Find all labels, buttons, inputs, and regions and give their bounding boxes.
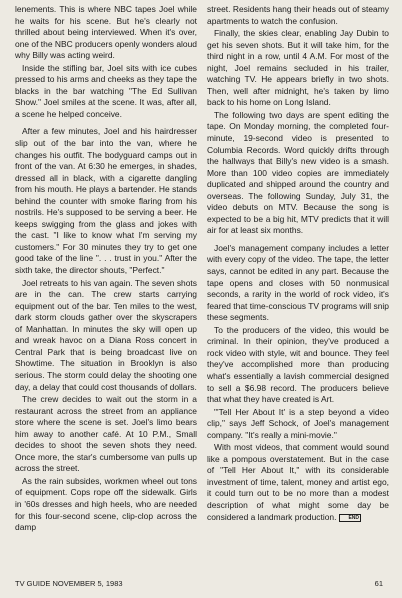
paragraph: lenements. This is where NBC tapes Joel while he waits for his scene. But he's clearly not thrilled about being interviewed. When it's over, one of the NBC producers openly wonders aloud why Billy was acting weird. (15, 4, 197, 61)
article-column-right (207, 4, 389, 524)
folio-credit: TV GUIDE NOVEMBER 5, 1983 (15, 579, 123, 588)
end-mark-icon: END (339, 514, 361, 522)
paragraph-last (207, 442, 389, 523)
paragraph-text: With most videos, that comment would sound like a pompous overstatement. But in the case of "Tell Her About It," with its considerable investment of time, talent, money and artist ego, it could turn out to be no more than a modest description of what might some day be considered a landmark production. (207, 442, 389, 522)
page-number: 61 (374, 579, 383, 588)
article-column-left (15, 4, 197, 535)
paragraph: street. Residents hang their heads out of steamy apartments to watch the confusion. (207, 4, 389, 26)
paragraph: Joel retreats to his van again. The seven shots are in the can. The crew starts carrying equipment out of the bar. Ten miles to the west, dark storm clouds gather over the skyscrapers of Manhattan. In minutes the sky will open up and wreak havoc on a Diana Ross concert in Central Park that is being broadcast live on Showtime. The situation in Brooklyn is also serious. The storm could delay the shooting one day, a delay that could cost thousands of dollars. (15, 277, 197, 392)
paragraph: The crew decides to wait out the storm in a restaurant across the street from an appliance store where the scene is set. Joel's limo bears him away to another café. At 10 P.M., Small decides to shoot the seven shots they need. Once more, the star's cumbersome van pulls up across the street. (15, 394, 197, 474)
paragraph: After a few minutes, Joel and his hairdresser slip out of the bar into the van, where he changes his outfit. The bodyguard camps out in front of the van. At 6:30 he emerges, in shades, dressed all in black, with a cigarette dangling from his mouth. He plays a bartender. He stands behind the counter with smoke flaring from his nostrils. He's supposed to be serving a beer. He keeps swigging from the glass and jokes with the cast. "I like to know what I'm serving my customers." For 30 minutes they try to get one good take of the line ". . . trust in you." After the sixth take, the director shouts, "Perfect." (15, 126, 197, 276)
paragraph: Finally, the skies clear, enabling Jay Dubin to get his seven shots. But it will take him, for the third night in a row, until 4 A.M. For most of the night, Joel remains secluded in his trailer, watching TV. He appears briefly in two shots. Then, well after midnight, he's taken by limo back to his home on Long Island. (207, 28, 389, 108)
paragraph: The following two days are spent editing the tape. On Monday morning, the completed four-minute, 19-second video is presented to Columbia Records. Word quickly drifts through the hallways that Billy's new video is a smash. More than 100 video copies are immediately duplicated and shipped around the country and overseas. The following Sunday, July 31, the video debuts on MTV. Because the song is expected to be a big hit, MTV predicts that it will air for at least six months. (207, 109, 389, 236)
paragraph: Joel's management company includes a letter with every copy of the video. The tape, the letter says, cannot be edited in any part. Because the tape opens and closes with 50 nonmusical seconds, a rarity in the world of rock video, it's feared that time-conscious TV programs will snip these segments. (207, 242, 389, 323)
paragraph: As the rain subsides, workmen wheel out tons of equipment. Cops rope off the sidewalk. Girls in '60s dresses and high heels, who are needed for this four-second scene, clip-clop across the damp (15, 475, 197, 533)
paragraph: To the producers of the video, this would be criminal. In their opinion, they've produced a rock video with style, wit and bounce. They feel they've accomplished more than producing what's essentially a lavish commercial designed to sell a $6.98 record. The producers believe that what they have created is Art. (207, 324, 389, 405)
paragraph: "'Tell Her About It' is a step beyond a video clip," says Jeff Schock, of Joel's management company. "It's really a mini-movie." (207, 406, 389, 440)
paragraph: Inside the stifling bar, Joel sits with ice cubes pressed to his arms and cheeks as they tape the blacks in the bar watching "The Ed Sullivan Show." Joel smiles at the scene. It was, after all, a scene he helped conceive. (15, 62, 197, 119)
